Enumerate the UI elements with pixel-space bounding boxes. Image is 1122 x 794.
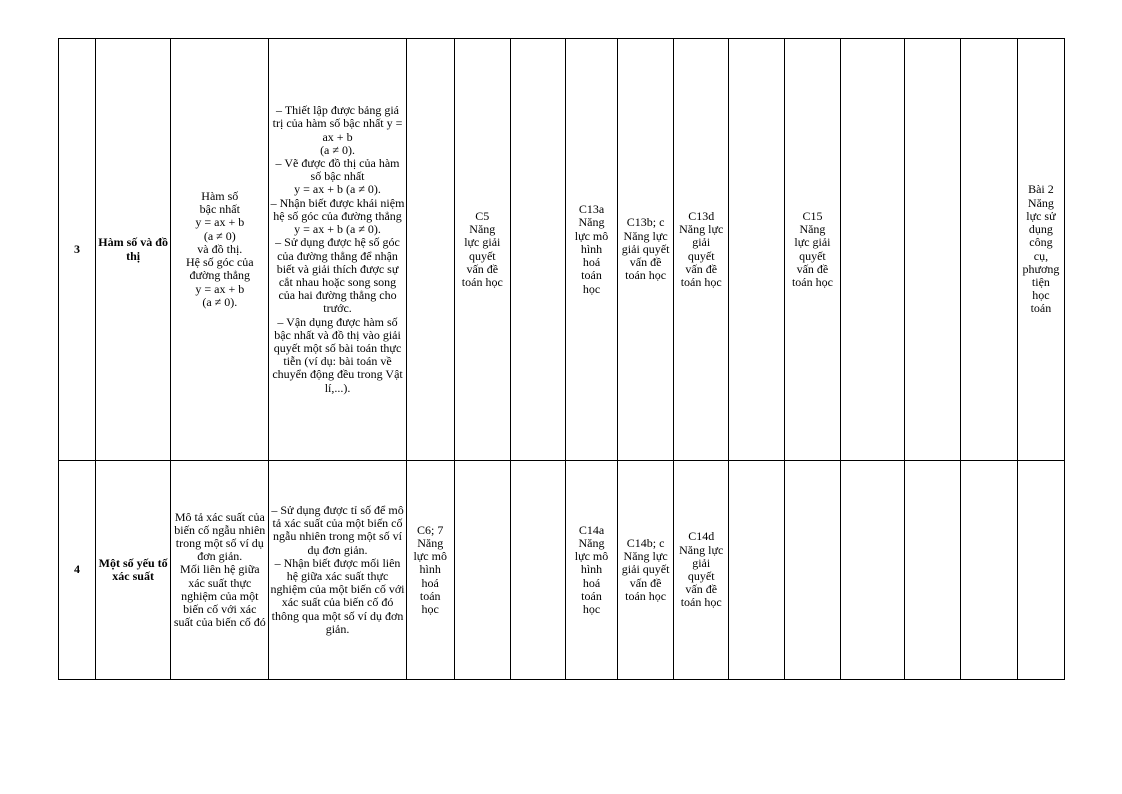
level-cell-2	[454, 461, 510, 680]
level-cell-6	[674, 39, 729, 461]
level-cell-4	[565, 461, 617, 680]
level-cell-11	[960, 39, 1017, 461]
level-cell-9	[840, 39, 904, 461]
level-cell-5	[618, 39, 674, 461]
question-code: C14d	[688, 529, 715, 544]
level-cell-3	[510, 39, 565, 461]
level-cell-6	[674, 461, 729, 680]
question-code: C13b; c	[626, 215, 665, 230]
topic-cell: Một số yếu tố xác suất	[96, 461, 171, 680]
row-number: 3	[59, 39, 96, 461]
question-code: C14a	[578, 522, 605, 537]
level-cell-9	[840, 461, 904, 680]
level-cell-11	[960, 461, 1017, 680]
assessment-matrix-table	[58, 38, 1065, 680]
row-number: 4	[59, 461, 96, 680]
level-cell-3	[510, 461, 565, 680]
level-cell-2	[454, 39, 510, 461]
level-cell-1	[406, 461, 454, 680]
level-cell-4	[565, 39, 617, 461]
table-row	[59, 39, 1065, 461]
content-cell: Hàm số bậc nhất y = ax + b (a ≠ 0) và đồ thị. Hệ số góc của đường thẳng y = ax + b (a ≠ 0).	[171, 39, 269, 461]
question-code: C15	[802, 208, 823, 223]
competency-note: Năng lực mô hình hoá toán học	[413, 535, 447, 616]
competency-note: Năng lực giải quyết vấn đề toán học	[679, 542, 724, 610]
question-code: C13a	[578, 202, 605, 217]
competency-note: Năng lực mô hình hoá toán học	[574, 535, 609, 616]
competency-note: Năng lực mô hình hoá toán học	[574, 215, 609, 296]
level-cell-8	[785, 39, 840, 461]
competency-note: Năng lực giải quyết vấn đề toán học	[679, 222, 724, 289]
question-code: C14b; c	[626, 535, 665, 550]
question-code: Bài 2	[1028, 182, 1054, 197]
requirements-cell: – Thiết lập được bảng giá trị của hàm số bậc nhất y = ax + b (a ≠ 0). – Vẽ được đồ thị của hàm số bậc nhất y = ax + b (a ≠ 0). – Nhận biết được khái niệm hệ số góc của đường thẳng y = ax + b (a ≠ 0). – Sử dụng được hệ số góc của đường thẳng để nhận biết và giải thích được sự cắt nhau hoặc song song của hai đường thẳng cho trước. – Vận dụng được hàm số bậc nhất và đồ thị vào giải quyết một số bài toán thực tiễn (ví dụ: bài toán về chuyển động đều trong Vật lí,...).	[269, 39, 406, 461]
competency-note: Năng lực sử dụng công cụ, phương tiện học toán	[1022, 195, 1060, 316]
level-cell-10	[904, 39, 960, 461]
competency-note: Năng lực giải quyết vấn đề toán học	[621, 549, 670, 603]
competency-note: Năng lực giải quyết vấn đề toán học	[791, 222, 833, 289]
level-cell-7	[729, 461, 785, 680]
question-code: C5	[475, 208, 490, 223]
level-cell-12	[1017, 39, 1064, 461]
question-code: C6; 7	[417, 522, 444, 537]
table-row	[59, 461, 1065, 680]
requirements-cell: – Sử dụng được tỉ số để mô tả xác suất của một biến cố ngẫu nhiên trong một số ví dụ đơn giản. – Nhận biết được mối liên hệ giữa xác suất thực nghiệm của một biến cố với xác suất của biến cố đó thông qua một số ví dụ đơn giản.	[269, 461, 406, 680]
level-cell-1	[406, 39, 454, 461]
content-cell: Mô tả xác suất của biến cố ngẫu nhiên trong một số ví dụ đơn giản. Mối liên hệ giữa xác suất thực nghiệm của một biến cố với xác suất của biến cố đó	[171, 461, 269, 680]
level-cell-12	[1017, 461, 1064, 680]
question-code: C13d	[688, 208, 715, 223]
competency-note: Năng lực giải quyết vấn đề toán học	[621, 228, 670, 283]
level-cell-8	[785, 461, 840, 680]
topic-cell: Hàm số và đồ thị	[96, 39, 171, 461]
level-cell-5	[618, 461, 674, 680]
level-cell-7	[729, 39, 785, 461]
competency-note: Năng lực giải quyết vấn đề toán học	[461, 222, 503, 289]
level-cell-10	[904, 461, 960, 680]
